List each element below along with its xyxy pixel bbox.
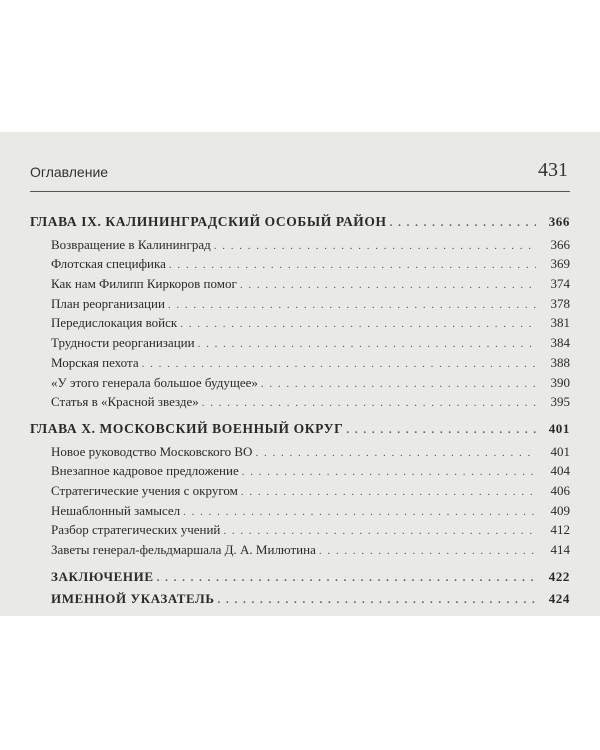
header-rule [30,191,570,192]
toc-title: ИМЕННОЙ УКАЗАТЕЛЬ [51,591,215,607]
toc-title: Статья в «Красной звезде» [51,394,199,410]
dot-leader [255,444,536,464]
toc-entry [30,520,570,540]
toc-chapter-9 [30,212,570,232]
toc-entry [30,461,570,481]
toc-page: 384 [550,335,570,351]
toc-title: ГЛАВА IX. КАЛИНИНГРАДСКИЙ ОСОБЫЙ РАЙОН [30,214,387,229]
dot-leader [157,569,536,589]
toc-page: 401 [550,443,570,459]
dot-leader [241,483,536,503]
toc-page: 412 [550,522,570,538]
toc-entry [30,235,570,255]
dot-leader [180,315,536,335]
dot-leader [183,503,536,523]
toc-entry [30,442,570,462]
toc-entry [30,481,570,501]
toc-page: 409 [550,502,570,518]
toc-page: 395 [550,394,570,410]
toc-title: Заветы генерал-фельдмаршала Д. А. Милютина [51,542,316,557]
toc-entry [30,333,570,353]
toc-title: Трудности реорганизации [51,335,195,351]
dot-leader [390,214,536,234]
toc-title: Разбор стратегических учений [51,522,221,538]
toc-title: Передислокация войск [51,315,178,331]
toc-entry [30,294,570,314]
toc-entry [30,353,570,373]
toc-page: 374 [550,276,570,292]
toc-title: Новое руководство Московского ВО [51,443,253,459]
book-page [0,132,600,616]
toc-entry [30,254,570,274]
dot-leader [214,237,536,257]
toc-title: План реорганизации [51,295,165,311]
dot-leader [202,394,536,414]
toc-page: 424 [548,591,570,607]
dot-leader [168,296,536,316]
table-of-contents [30,212,570,609]
dot-leader [261,375,536,395]
toc-chapter-10 [30,419,570,439]
toc-title: «У этого генерала большое будущее» [51,374,258,390]
toc-name-index [30,589,570,609]
toc-title: Как нам Филипп Киркоров помог [51,276,237,292]
page-number: 431 [538,159,568,181]
toc-page: 388 [550,354,570,370]
toc-title: Внезапное кадровое предложение [51,463,239,479]
dot-leader [242,463,536,483]
dot-leader [198,335,536,355]
toc-page: 422 [548,568,570,584]
toc-page: 404 [550,463,570,479]
toc-page: 406 [550,482,570,498]
toc-entry [30,501,570,521]
dot-leader [240,276,536,296]
toc-title: Флотская специфика [51,256,166,272]
toc-title: Стратегические учения с округом [51,482,238,498]
toc-page: 381 [550,315,570,331]
dot-leader [319,542,536,562]
toc-entry [30,540,570,560]
section-name: Оглавление [30,164,109,180]
dot-leader [346,421,536,441]
toc-entry [30,274,570,294]
toc-page: 414 [550,542,570,557]
toc-page: 366 [550,236,570,252]
dot-leader [218,591,536,611]
toc-page: 378 [550,295,570,311]
toc-title: ЗАКЛЮЧЕНИЕ [51,568,154,584]
toc-title: ГЛАВА X. МОСКОВСКИЙ ВОЕННЫЙ ОКРУГ [30,420,344,436]
toc-title: Морская пехота [51,354,139,370]
toc-page: 390 [550,374,570,390]
toc-entry [30,313,570,333]
toc-entry [30,373,570,393]
toc-conclusion [30,567,570,587]
running-head [30,159,570,187]
toc-page: 401 [548,420,570,436]
toc-title: Возвращение в Калининград [51,236,211,252]
toc-page: 366 [548,214,570,229]
toc-entry [30,392,570,412]
toc-title: Нешаблонный замысел [51,502,181,518]
toc-page: 369 [550,256,570,272]
